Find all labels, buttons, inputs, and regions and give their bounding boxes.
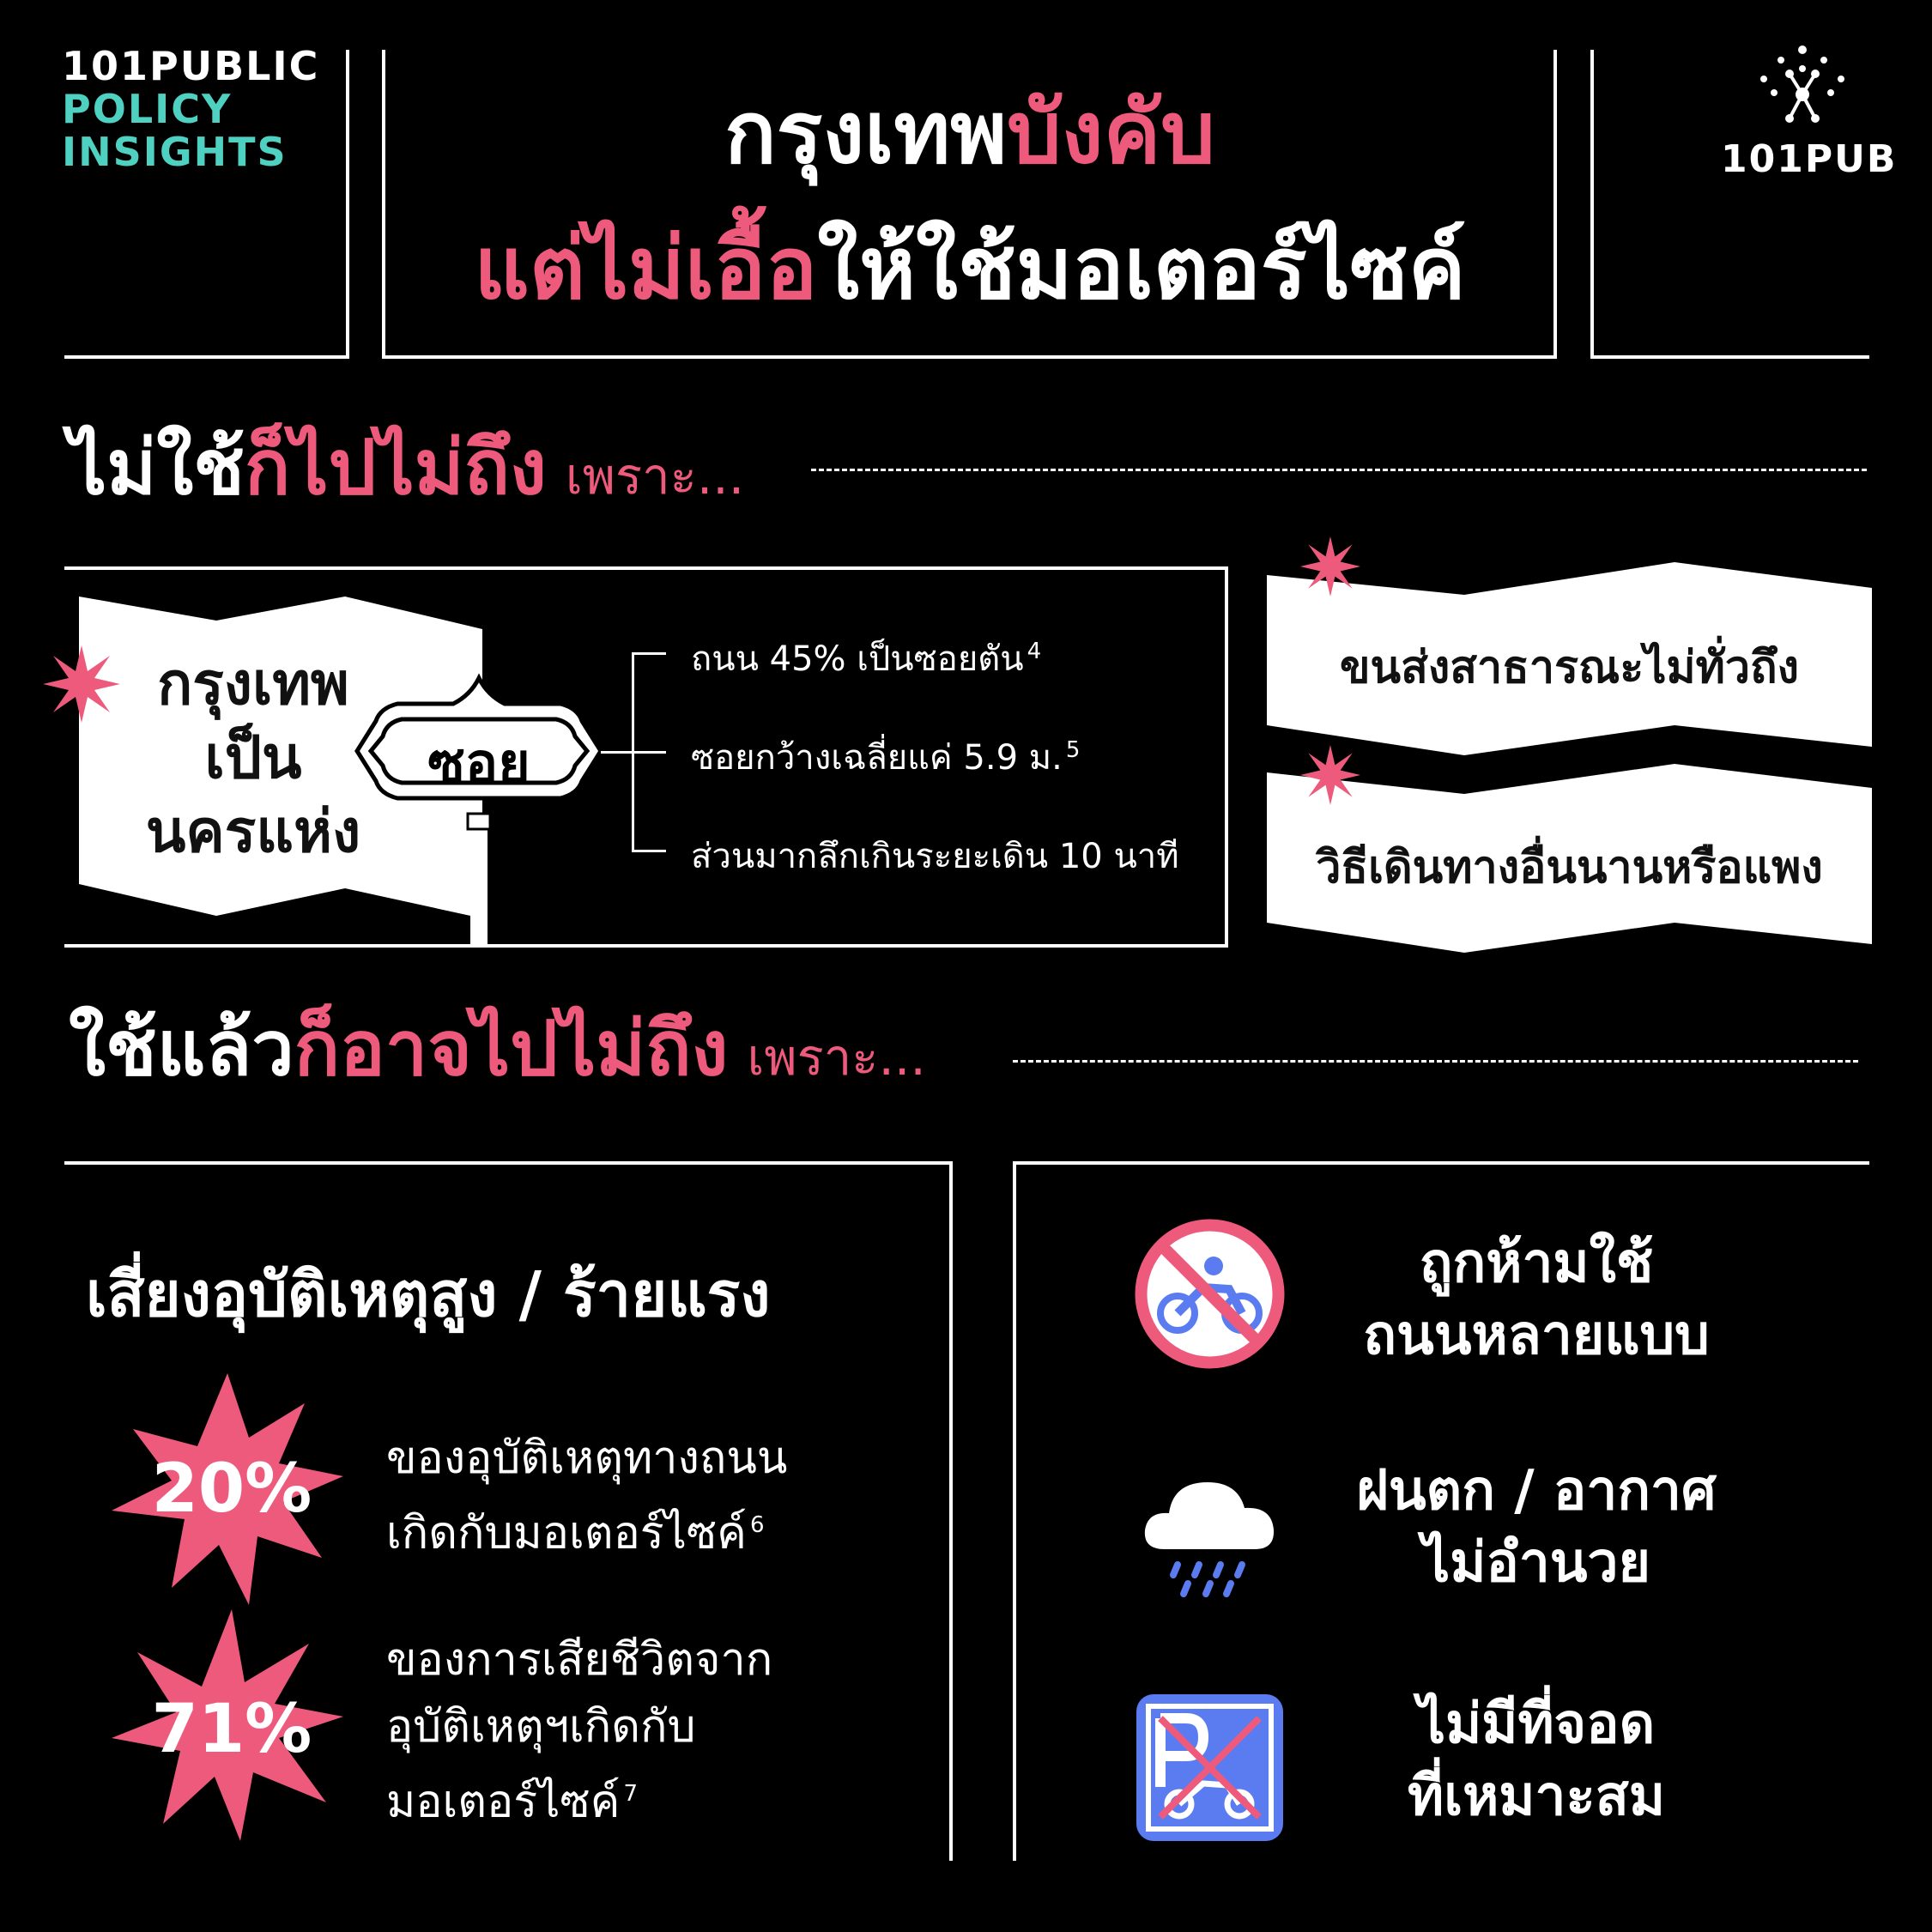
bracket-bottom: [632, 850, 666, 852]
stat-1-value: 20%: [151, 1451, 312, 1528]
section-1-heading: [69, 425, 744, 519]
title-frame-right: [1553, 50, 1557, 359]
soi-sign-label: ซอย: [427, 732, 530, 796]
network-dots-icon: [1755, 43, 1850, 132]
soi-fact-3: [691, 828, 1179, 883]
stat-2-line-2: อุบัติเหตุฯเกิดกับ: [386, 1701, 696, 1753]
header-rule-left: [64, 355, 349, 359]
title-line-1: [386, 82, 1553, 183]
stat-1-ref: 6: [749, 1512, 765, 1538]
section-2-dashed-rule: [1013, 1060, 1858, 1063]
reason-1-line-1: ถูกห้ามใช้: [1419, 1232, 1654, 1295]
soi-box-top: [64, 566, 1228, 570]
city-flag-line-1: กรุงเทพ: [157, 651, 349, 718]
section-2-tail: เพราะ...: [747, 1028, 926, 1087]
reason-1-line-2: ถนนหลายแบบ: [1363, 1304, 1710, 1367]
section-2-heading: [69, 1006, 926, 1100]
soi-fact-1-text: ถนน 45% เป็นซอยตัน: [691, 639, 1024, 679]
city-flag-line-3: นครแห่ง: [145, 798, 361, 866]
reason-2-line-2: ไม่อำนวย: [1422, 1531, 1650, 1595]
sign-post: [470, 824, 488, 944]
banner-1-text: ขนส่งสาธารณะไม่ทั่วถึง: [1340, 642, 1799, 693]
reasons-box-top: [1013, 1161, 1869, 1165]
soi-fact-3-text: ส่วนมากลึกเกินระยะเดิน 10 นาที: [691, 837, 1179, 876]
reason-2-text: [1296, 1455, 1777, 1599]
starburst-icon: [1300, 745, 1360, 805]
title-line-2-pink: แต่ไม่เอื้อ: [474, 218, 818, 318]
logo-101-public-policy-insights: [62, 45, 319, 173]
title-line-1-white: กรุงเทพ: [724, 82, 1008, 183]
city-flag-line-2: เป็น: [204, 724, 302, 792]
reason-3-text: [1296, 1688, 1777, 1832]
section-1-white: ไม่ใช้: [69, 423, 245, 512]
bracket-stem: [601, 751, 633, 754]
stat-1-text: [386, 1425, 787, 1566]
reasons-box-left: [1013, 1161, 1016, 1861]
logo-line-2: POLICY: [62, 86, 233, 132]
stat-2-text: [386, 1626, 772, 1835]
logo-line-1: 101PUBLIC: [62, 43, 320, 89]
no-parking-icon: [1135, 1693, 1285, 1843]
rain-cloud-icon: [1135, 1455, 1285, 1605]
section-2-pink: ก็อาจไปไม่ถึง: [294, 1004, 729, 1093]
reason-2-line-1: ฝนตก / อากาศ: [1356, 1459, 1717, 1523]
soi-fact-2-ref: 5: [1065, 736, 1081, 763]
title-frame-bottom: [382, 355, 1557, 359]
stat-1-line-2: เกิดกับมอเตอร์ไซค์: [386, 1507, 747, 1560]
risk-box-right: [949, 1161, 953, 1861]
risk-title: เสี่ยงอุบัติเหตุสูง / ร้ายแรง: [86, 1258, 771, 1330]
header-rule-right: [1590, 355, 1869, 359]
title-line-2-white: ให้ใช้มอเตอร์ไซค์: [817, 218, 1466, 318]
title-frame-left: [382, 50, 385, 359]
no-motorcycle-icon: [1135, 1219, 1285, 1369]
section-1-pink: ก็ไปไม่ถึง: [244, 423, 547, 512]
reason-3-line-1: ไม่มีที่จอด: [1417, 1693, 1656, 1756]
soi-box-bottom: [64, 944, 1228, 948]
reason-3-line-2: ที่เหมาะสม: [1408, 1765, 1665, 1828]
logo-101pub: 101PUB: [1721, 137, 1898, 181]
reason-1-text: [1296, 1227, 1777, 1372]
section-1-dashed-rule: [811, 469, 1867, 471]
soi-fact-1-ref: 4: [1027, 638, 1042, 664]
stat-2-line-3: มอเตอร์ไซค์: [386, 1776, 621, 1828]
header-divider-right: [1590, 50, 1594, 359]
title-line-1-pink: บังคับ: [1007, 82, 1215, 183]
soi-fact-1: [691, 631, 1041, 686]
stat-2-ref: 7: [623, 1781, 638, 1807]
section-2-white: ใช้แล้ว: [69, 1004, 294, 1093]
header-divider-left: [346, 50, 349, 359]
bracket-middle: [632, 751, 666, 754]
bracket-top: [632, 652, 666, 655]
soi-fact-2-text: ซอยกว้างเฉลี่ยแค่ 5.9 ม.: [691, 738, 1063, 778]
banner-2-text: วิธีเดินทางอื่นนานหรือแพง: [1316, 842, 1823, 893]
starburst-icon: [43, 645, 120, 723]
soi-fact-2: [691, 730, 1080, 784]
stat-2-line-1: ของการเสียชีวิตจาก: [386, 1634, 773, 1686]
risk-box-top: [64, 1161, 953, 1165]
starburst-icon: [1300, 536, 1360, 597]
section-1-tail: เพราะ...: [565, 447, 745, 506]
logo-line-3: INSIGHTS: [62, 129, 288, 175]
stat-2-value: 71%: [151, 1691, 312, 1768]
soi-box-right: [1225, 566, 1228, 948]
title-line-2: [386, 218, 1553, 318]
stat-1-line-1: ของอุบัติเหตุทางถนน: [386, 1432, 788, 1484]
